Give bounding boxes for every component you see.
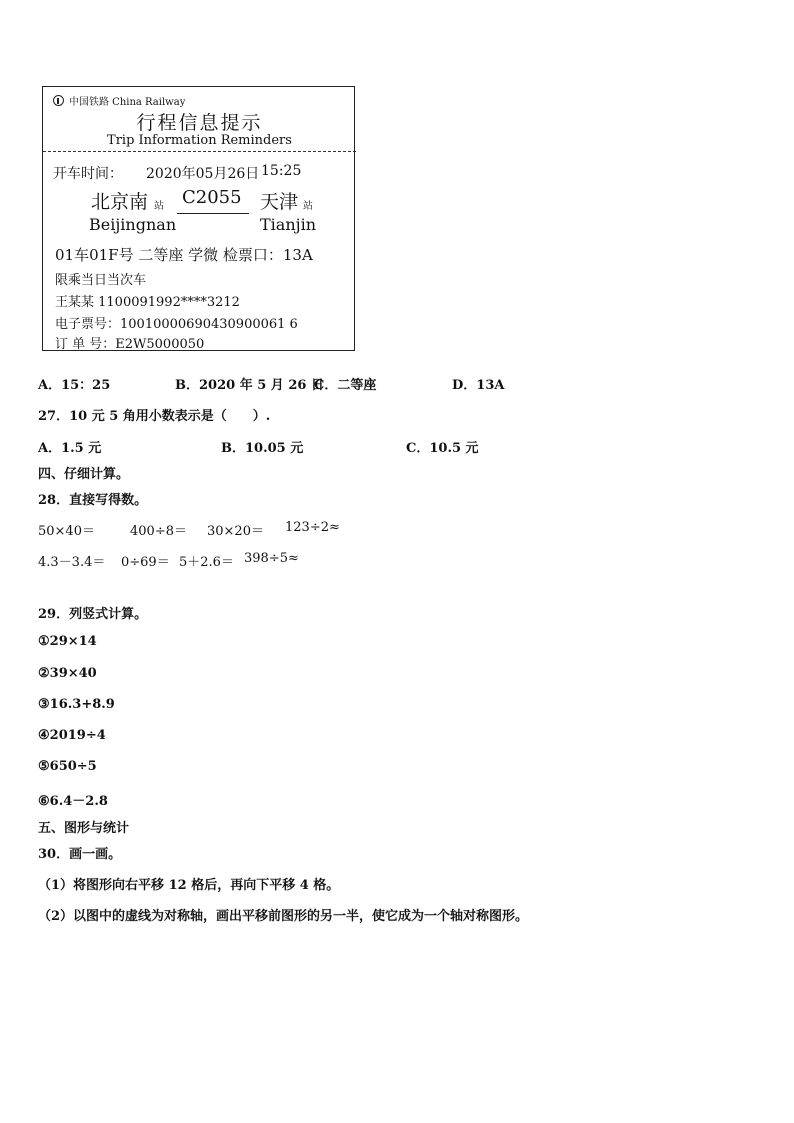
q30-part-1: （1）将图形向右平移 12 格后，再向下平移 4 格。 bbox=[38, 878, 340, 893]
from-station-en: Beijingnan bbox=[89, 215, 177, 234]
seat-info: 01车01F号 二等座 学微 检票口：13A bbox=[55, 246, 313, 264]
q28-r2-4: 398÷5≈ bbox=[244, 551, 299, 566]
passenger-info: 王某某 1100091992****3212 bbox=[55, 295, 240, 310]
train-arrow-line bbox=[177, 213, 249, 214]
eticket-number: 电子票号：10010000690430900061 6 bbox=[55, 317, 298, 332]
q26-option-a: A．15：25 bbox=[38, 378, 111, 393]
section-5-heading: 五、图形与统计 bbox=[38, 821, 130, 836]
q27-option-a: A．1.5 元 bbox=[38, 441, 102, 456]
q29-item-2: ②39×40 bbox=[38, 666, 97, 681]
q26-option-d: D．13A bbox=[452, 378, 505, 393]
depart-time: 15:25 bbox=[261, 163, 302, 179]
q29-stem: 29．列竖式计算。 bbox=[38, 607, 148, 622]
q27-option-c: C．10.5 元 bbox=[406, 441, 479, 456]
q29-item-3: ③16.3+8.9 bbox=[38, 697, 115, 712]
from-station-mark: 站 bbox=[154, 201, 164, 212]
q26-option-c: C．二等座 bbox=[314, 378, 377, 393]
depart-label: 开车时间： bbox=[53, 166, 123, 182]
limit-note: 限乘当日当次车 bbox=[55, 273, 147, 288]
section-4-heading: 四、仔细计算。 bbox=[38, 467, 130, 482]
q26-option-b: B．2020 年 5 月 26 日 bbox=[175, 378, 324, 393]
railway-logo-icon bbox=[53, 95, 64, 106]
ticket-brand: 中国铁路 China Railway bbox=[69, 97, 186, 108]
q29-item-4: ④2019÷4 bbox=[38, 728, 106, 743]
q28-r1-4: 123÷2≈ bbox=[285, 520, 340, 535]
ticket-title-cn: 行程信息提示 bbox=[136, 112, 263, 134]
order-number: 订 单 号：E2W5000050 bbox=[55, 337, 205, 352]
q30-part-2: （2）以图中的虚线为对称轴，画出平移前图形的另一半，使它成为一个轴对称图形。 bbox=[38, 909, 529, 924]
depart-date: 2020年05月26日 bbox=[146, 166, 260, 182]
q28-r1-1: 50×40＝ bbox=[38, 524, 95, 539]
to-station-en: Tianjin bbox=[260, 215, 317, 234]
q27-stem: 27．10 元 5 角用小数表示是（ ）. bbox=[38, 409, 271, 424]
train-number: C2055 bbox=[182, 187, 242, 208]
q29-item-6: ⑥6.4－2.8 bbox=[38, 794, 108, 809]
to-station-cn: 天津 bbox=[260, 191, 299, 213]
q28-stem: 28．直接写得数。 bbox=[38, 493, 148, 508]
q28-r2-1: 4.3－3.4＝ bbox=[38, 555, 106, 570]
q27-option-b: B．10.05 元 bbox=[221, 441, 304, 456]
q28-r1-2: 400÷8＝ bbox=[130, 524, 187, 539]
ticket-image bbox=[42, 86, 355, 351]
dashed-divider bbox=[43, 151, 356, 152]
q30-stem: 30．画一画。 bbox=[38, 847, 122, 862]
to-station-mark: 站 bbox=[303, 201, 313, 212]
from-station-cn: 北京南 bbox=[91, 191, 149, 213]
q28-r2-2: 0÷69＝ bbox=[121, 555, 170, 570]
ticket-title-en: Trip Information Reminders bbox=[107, 133, 292, 148]
q29-item-1: ①29×14 bbox=[38, 634, 97, 649]
q29-item-5: ⑤650÷5 bbox=[38, 759, 97, 774]
q28-r2-3: 5＋2.6＝ bbox=[179, 555, 234, 570]
q28-r1-3: 30×20＝ bbox=[207, 524, 264, 539]
